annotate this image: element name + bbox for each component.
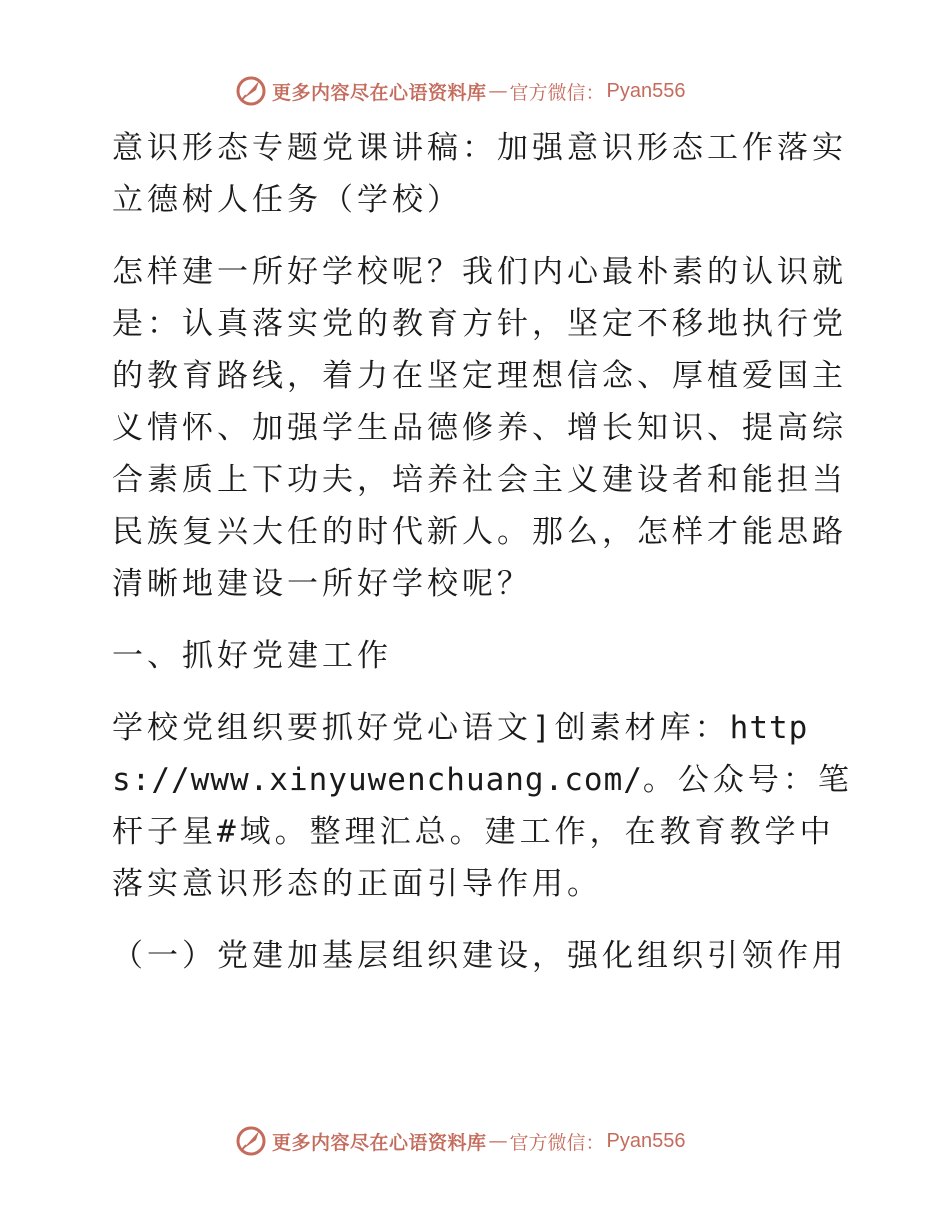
watermark-footer [234,1124,686,1158]
watermark-separator: — [488,80,508,102]
section-heading: 一、抓好党建工作 [112,638,392,674]
quill-circle-logo-icon [234,74,268,108]
watermark-main-text: 更多内容尽在心语资料库 [272,81,487,104]
watermark-wechat-id: Pyan556 [606,1129,686,1152]
document-title: 意识形态专题党课讲稿：加强意识形态工作落实立德树人任务（学校） [112,130,847,218]
quill-circle-logo-icon [234,1124,268,1158]
watermark-header [234,74,686,108]
subsection-heading: （一）党建加基层组织建设，强化组织引领作用 [112,938,847,974]
section-body-start: 学校党组织要抓好党心语文]创素材库： [112,710,730,746]
watermark-wechat-id: Pyan556 [606,79,686,102]
section-body-paragraph [98,702,858,910]
section-body-end: 。公众号：笔杆子星#域。整理汇总。建工作，在教育教学中落实意识形态的正面引导作用。 [112,762,853,902]
watermark-separator: — [488,1130,508,1152]
watermark-wechat-label: 官方微信： [509,81,605,104]
watermark-main-text: 更多内容尽在心语资料库 [272,1131,487,1154]
source-url-link[interactable]: https://www.xinyuwenchuang.com/ [112,710,809,798]
watermark-wechat-label: 官方微信： [509,1131,605,1154]
intro-paragraph: 怎样建一所好学校呢？我们内心最朴素的认识就是：认真落实党的教育方针，坚定不移地执行党的教育路线，着力在坚定理想信念、厚植爱国主义情怀、加强学生品德修养、增长知识、提高综合素质上下功夫，培养社会主义建设者和能担当民族复兴大任的时代新人。那么，怎样才能思路清晰地建设一所好学校呢？ [112,254,847,602]
document-body [98,122,858,982]
